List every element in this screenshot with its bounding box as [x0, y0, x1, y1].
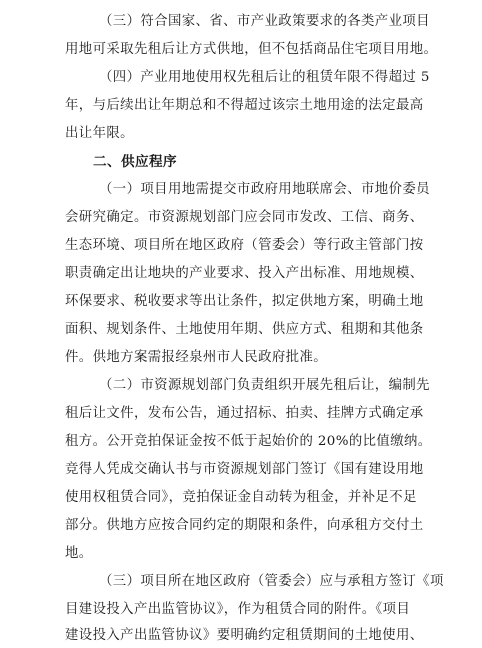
procedure-2-line-3: 租方。公开竞拍保证金按不低于起始价的 20%的比值缴纳。 [65, 434, 432, 449]
procedure-1-line-7: 件。供地方案需报经泉州市人民政府批准。 [65, 350, 328, 365]
paragraph-4-line-1: （四）产业用地使用权先租后让的租赁年限不得超过 5 [99, 70, 430, 85]
paragraph-3-line-2: 用地可采取先租后让方式供地，但不包括商品住宅项目用地。 [65, 42, 438, 57]
procedure-1-line-6: 面积、规划条件、土地使用年期、供应方式、租期和其他条 [65, 322, 424, 337]
procedure-2-line-7: 地。 [65, 546, 93, 561]
section-heading-supply-procedure: 二、供应程序 [93, 154, 177, 170]
procedure-3-line-1: （三）项目所在地区政府（管委会）应与承租方签订《项 [99, 574, 444, 589]
procedure-1-line-5: 环保要求、税收要求等出让条件，拟定供地方案，明确土地 [65, 294, 424, 309]
procedure-1-line-1: （一）项目用地需提交市政府用地联席会、市地价委员 [99, 182, 430, 197]
paragraph-4-line-2: 年，与后续出让年期总和不得超过该宗土地用途的法定最高 [65, 98, 424, 113]
procedure-3-line-3: 建设投入产出监管协议》要明确约定租赁期间的土地使用、 [65, 628, 424, 643]
procedure-1-line-2: 会研究确定。市资源规划部门应会同市发改、工信、商务、 [65, 210, 424, 225]
procedure-2-line-6: 部分。供地方应按合同约定的期限和条件，向承租方交付土 [65, 518, 424, 533]
procedure-3-line-2: 目建设投入产出监管协议》，作为租赁合同的附件。《项目 [65, 602, 411, 617]
paragraph-3-line-1: （三）符合国家、省、市产业政策要求的各类产业项目 [99, 14, 430, 29]
procedure-2-line-4: 竞得人凭成交确认书与市资源规划部门签订《国有建设用地 [65, 462, 424, 477]
procedure-2-line-5: 使用权租赁合同》，竞拍保证金自动转为租金，并补足不足 [65, 490, 417, 505]
procedure-1-line-4: 职责确定出让地块的产业要求、投入产出标准、用地规模、 [65, 266, 424, 281]
paragraph-4-line-3: 出让年限。 [65, 126, 134, 141]
procedure-2-line-1: （二）市资源规划部门负责组织开展先租后让，编制先 [99, 378, 430, 393]
procedure-2-line-2: 租后让文件，发布公告，通过招标、拍卖、挂牌方式确定承 [65, 406, 424, 421]
procedure-1-line-3: 生态环境、项目所在地区政府（管委会）等行政主管部门按 [65, 238, 424, 253]
